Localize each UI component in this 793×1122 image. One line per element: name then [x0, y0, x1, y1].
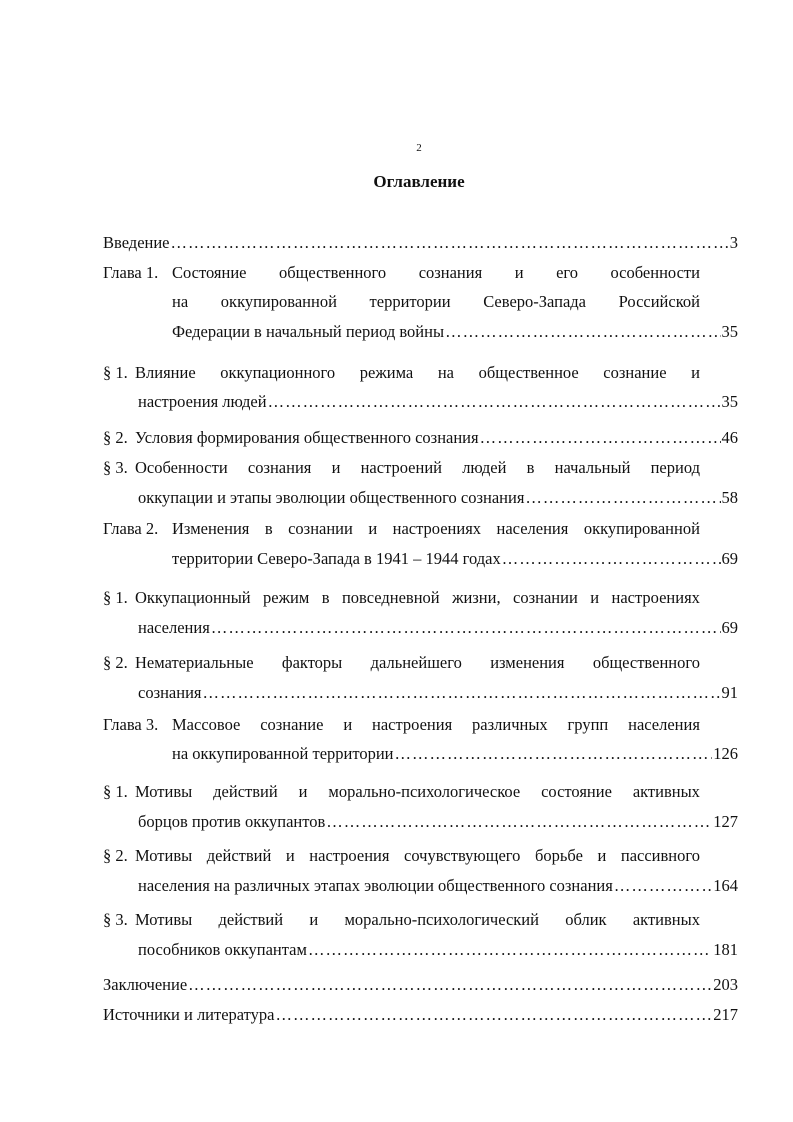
toc-entry-title: настроения людей [138, 392, 267, 411]
toc-word: сознание [260, 715, 324, 734]
toc-word: на [172, 292, 189, 311]
dot-leader [268, 392, 721, 412]
toc-entry-prefix: § 2. [103, 846, 128, 865]
toc-entry-prefix: Глава 2. [103, 519, 159, 538]
toc-word: Мотивы [135, 782, 193, 801]
dot-leader [395, 744, 713, 764]
toc-word: и [691, 363, 700, 382]
toc-word: населения [628, 715, 700, 734]
toc-word: и [285, 846, 295, 865]
dot-leader [276, 1005, 713, 1025]
toc-entry-title: Источники и литература [103, 1005, 275, 1024]
toc-entry-prefix: § 1. [103, 363, 128, 382]
dot-leader [445, 322, 720, 342]
page-number: 2 [416, 142, 422, 154]
dot-leader [480, 428, 721, 448]
toc-entry-prefix: Глава 1. [103, 263, 159, 282]
toc-entry-title: на оккупированной территории [172, 744, 394, 763]
toc-word: Северо-Запада [483, 292, 587, 311]
toc-word: морально-психологическое [328, 782, 521, 801]
toc-page-number: 69 [721, 618, 738, 637]
toc-word: и [597, 846, 607, 865]
toc-word: и [590, 588, 600, 607]
toc-word: общественного [279, 263, 387, 282]
dot-leader [211, 618, 721, 638]
toc-word: населения [496, 519, 569, 538]
toc-page-number: 3 [729, 233, 738, 252]
toc-word: оккупационного [220, 363, 336, 382]
toc-page-number: 91 [721, 683, 738, 702]
toc-word: Состояние [172, 263, 247, 282]
toc-word: групп [567, 715, 609, 734]
toc-entry-prefix: Глава 3. [103, 715, 159, 734]
toc-leader-line [138, 488, 738, 510]
toc-page-number: 217 [713, 1005, 738, 1024]
toc-entry-line [135, 653, 700, 675]
toc-leader-line [103, 233, 738, 255]
toc-word: активных [632, 910, 700, 929]
toc-page-number: 127 [713, 812, 738, 831]
toc-leader-line [138, 392, 738, 414]
toc-leader-line [135, 428, 738, 450]
toc-entry-title: пособников оккупантам [138, 940, 307, 959]
toc-word: в [321, 588, 330, 607]
toc-entry-title: Федерации в начальный период войны [172, 322, 445, 341]
toc-word: и [343, 715, 353, 734]
toc-word: действий [218, 910, 284, 929]
toc-leader-line [103, 975, 738, 997]
toc-leader-line [138, 683, 738, 705]
toc-word: в [526, 458, 535, 477]
toc-word: повседневной [341, 588, 440, 607]
dot-leader [203, 683, 721, 703]
toc-page-number: 181 [713, 940, 738, 959]
toc-entry-prefix: § 3. [103, 910, 128, 929]
toc-word: и [514, 263, 524, 282]
toc-word: сочувствующего [404, 846, 521, 865]
toc-word: сознания [247, 458, 312, 477]
toc-entry-title: Заключение [103, 975, 188, 994]
toc-word: Оккупационный [135, 588, 251, 607]
toc-entry-line [135, 363, 700, 385]
toc-word: в [264, 519, 273, 538]
toc-word: Изменения [172, 519, 250, 538]
toc-entry-line [135, 846, 700, 868]
toc-leader-line [172, 744, 738, 766]
toc-leader-line [172, 549, 738, 571]
toc-word: настроений [360, 458, 442, 477]
toc-entry-line [135, 910, 700, 932]
toc-entry-title: борцов против оккупантов [138, 812, 326, 831]
toc-word: состояние [541, 782, 612, 801]
toc-entry-prefix: § 2. [103, 428, 128, 447]
toc-word: режима [359, 363, 414, 382]
toc-word: действий [213, 782, 278, 801]
dot-leader [525, 488, 720, 508]
toc-word: его [556, 263, 578, 282]
toc-leader-line [138, 940, 738, 962]
toc-page-number: 35 [721, 322, 738, 341]
dot-leader [502, 549, 721, 569]
toc-entry-line [135, 458, 700, 480]
toc-word: людей [462, 458, 507, 477]
toc-entry-title: оккупации и этапы эволюции общественного сознания [138, 488, 525, 507]
toc-word: различных [472, 715, 548, 734]
toc-page-number: 35 [721, 392, 738, 411]
toc-word: дальнейшего [370, 653, 462, 672]
toc-word: период [650, 458, 700, 477]
toc-word: оккупированной [583, 519, 700, 538]
toc-word: и [368, 519, 378, 538]
toc-entry-line [172, 519, 700, 541]
toc-entry-title: сознания [138, 683, 202, 702]
toc-word: пассивного [620, 846, 700, 865]
dot-leader [188, 975, 712, 995]
toc-entry-title: населения [138, 618, 210, 637]
toc-page-number: 58 [721, 488, 738, 507]
toc-leader-line [138, 618, 738, 640]
toc-entry-line [172, 292, 700, 314]
toc-word: Влияние [135, 363, 196, 382]
toc-entry-title: территории Северо-Запада в 1941 – 1944 годах [172, 549, 501, 568]
toc-leader-line [172, 322, 738, 344]
toc-page-number: 46 [721, 428, 738, 447]
toc-word: Российской [618, 292, 700, 311]
toc-word: настроения [309, 846, 390, 865]
toc-word: жизни, [452, 588, 501, 607]
toc-word: Нематериальные [135, 653, 254, 672]
toc-word: оккупированной [220, 292, 337, 311]
toc-entry-line [135, 782, 700, 804]
toc-leader-line [138, 812, 738, 834]
toc-word: морально-психологический [344, 910, 539, 929]
toc-word: борьбе [534, 846, 583, 865]
toc-page-number: 164 [713, 876, 738, 895]
toc-word: режим [263, 588, 310, 607]
toc-entry-prefix: § 2. [103, 653, 128, 672]
toc-word: и [331, 458, 341, 477]
toc-word: на [437, 363, 454, 382]
toc-word: Мотивы [135, 910, 193, 929]
toc-word: сознании [288, 519, 353, 538]
toc-entry-title: Условия формирования общественного сознания [135, 428, 479, 447]
toc-word: Массовое [172, 715, 241, 734]
toc-entry-line [135, 588, 700, 610]
toc-word: сознание [603, 363, 667, 382]
toc-entry-title: населения на различных этапах эволюции общественного сознания [138, 876, 613, 895]
toc-word: сознания [418, 263, 483, 282]
toc-page-number: 69 [721, 549, 738, 568]
dot-leader [171, 233, 729, 253]
toc-word: настроениях [611, 588, 700, 607]
toc-word: Мотивы [135, 846, 193, 865]
toc-word: настроениях [392, 519, 482, 538]
toc-word: Особенности [135, 458, 228, 477]
dot-leader [614, 876, 712, 896]
toc-leader-line [138, 876, 738, 898]
toc-word: облик [565, 910, 607, 929]
toc-page-number: 203 [713, 975, 738, 994]
page-title: Оглавление [373, 172, 465, 191]
toc-word: общественное [478, 363, 579, 382]
toc-word: действий [206, 846, 272, 865]
dot-leader [326, 812, 712, 832]
toc-word: сознании [513, 588, 578, 607]
toc-word: общественного [592, 653, 700, 672]
toc-entry-prefix: § 1. [103, 782, 128, 801]
toc-page-number: 126 [713, 744, 738, 763]
toc-word: территории [369, 292, 451, 311]
toc-word: изменения [490, 653, 565, 672]
toc-entry-prefix: § 3. [103, 458, 128, 477]
toc-word: и [309, 910, 319, 929]
toc-word: активных [632, 782, 700, 801]
toc-word: и [298, 782, 308, 801]
toc-leader-line [103, 1005, 738, 1027]
toc-word: факторы [281, 653, 343, 672]
toc-word: настроения [372, 715, 453, 734]
toc-entry-line [172, 263, 700, 285]
toc-entry-prefix: § 1. [103, 588, 128, 607]
toc-entry-line [172, 715, 700, 737]
toc-word: особенности [610, 263, 700, 282]
toc-word: начальный [554, 458, 631, 477]
dot-leader [308, 940, 712, 960]
toc-entry-title: Введение [103, 233, 170, 252]
